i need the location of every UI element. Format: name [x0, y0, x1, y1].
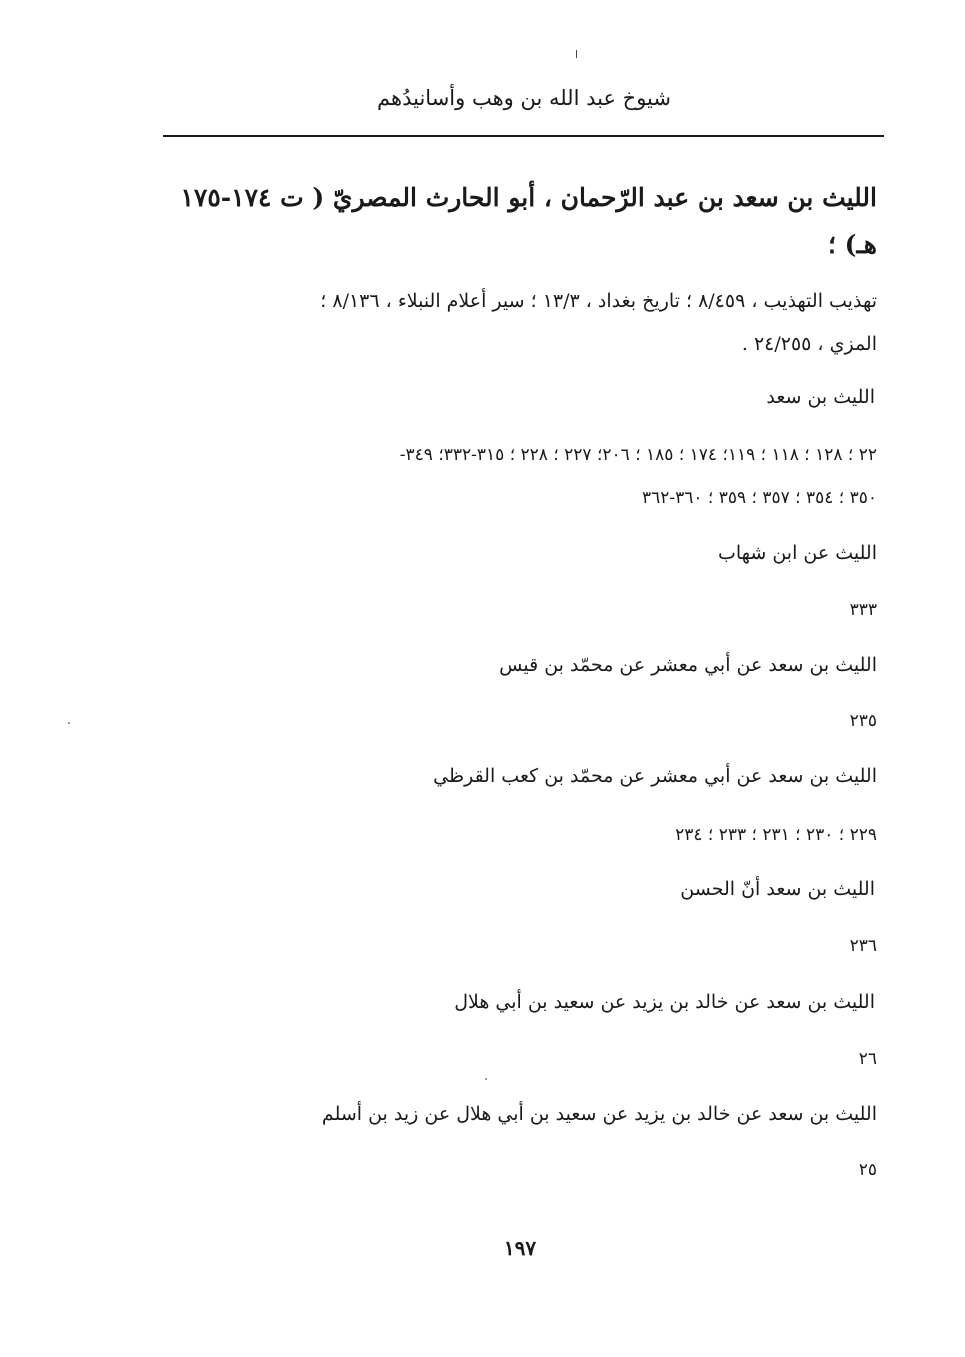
running-header: شيوخ عبد الله بن وهب وأسانيدُهم: [377, 86, 671, 110]
scan-mark: [576, 50, 577, 58]
chain-refs: ٢٣٥: [849, 711, 877, 731]
scan-speck: [485, 1078, 487, 1080]
chain-refs: ٣٥٠ ؛ ٣٥٤ ؛ ٣٥٧ ؛ ٣٥٩ ؛ ٣٦٠-٣٦٢: [641, 488, 877, 508]
chain-refs: ٢٢٩ ؛ ٢٣٠ ؛ ٢٣١ ؛ ٢٣٣ ؛ ٢٣٤: [675, 825, 877, 845]
sources-line-1: تهذيب التهذيب ، ٨/٤٥٩ ؛ تاريخ بغداد ، ١٣/٣ ؛ سير أعلام النبلاء ، ٨/١٣٦ ؛: [320, 290, 877, 312]
entry-title-line-1: الليث بن سعد بن عبد الرّحمان ، أبو الحارث المصريّ ( ت ١٧٤-١٧٥: [180, 183, 877, 212]
chain-refs: ٢٥: [858, 1160, 877, 1180]
header-rule: [163, 135, 884, 137]
chain-label: الليث بن سعد عن خالد بن يزيد عن سعيد بن أبي هلال عن زيد بن أسلم: [321, 1103, 877, 1125]
chain-refs: ٢٢ ؛ ١٢٨ ؛ ١١٨ ؛ ١١٩؛ ١٧٤ ؛ ١٨٥ ؛ ٢٠٦؛ ٢٢٧ ؛ ٢٢٨ ؛ ٣١٥-٣٣٢؛ ٣٤٩-: [399, 445, 877, 465]
page-number: ١٩٧: [503, 1236, 537, 1260]
chain-label: الليث بن سعد عن أبي معشر عن محمّد بن قيس: [499, 654, 877, 676]
chain-refs: ٢٣٦: [849, 936, 877, 956]
chain-refs: ٣٣٣: [849, 600, 877, 620]
chain-label: الليث بن سعد عن خالد بن يزيد عن سعيد بن أبي هلال: [454, 991, 875, 1013]
chain-refs: ٢٦: [858, 1049, 877, 1069]
chain-label: الليث بن سعد عن أبي معشر عن محمّد بن كعب القرظي: [433, 765, 877, 787]
chain-label: الليث بن سعد أنّ الحسن: [680, 878, 875, 900]
scan-speck: [68, 722, 70, 724]
entry-title-line-2: هـ) ؛: [828, 230, 877, 259]
sources-line-2: المزي ، ٢٤/٢٥٥ .: [741, 333, 877, 355]
chain-label: الليث عن ابن شهاب: [717, 542, 877, 564]
chain-label: الليث بن سعد: [766, 386, 875, 408]
